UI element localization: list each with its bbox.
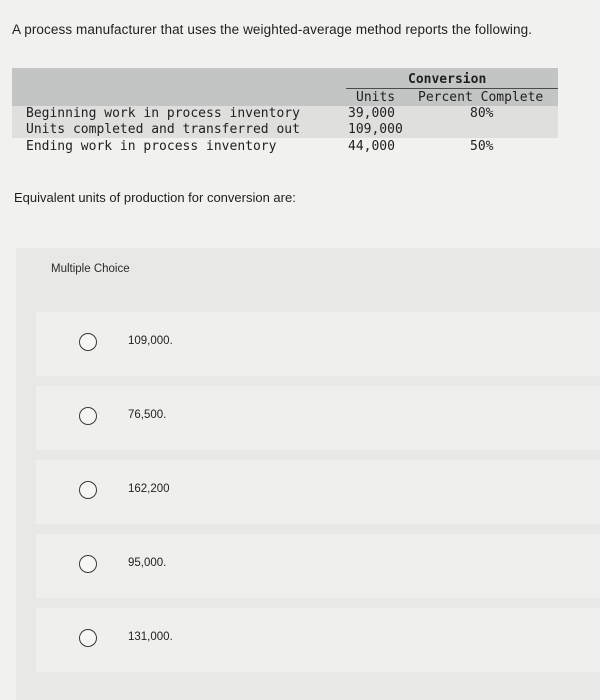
header-divider (346, 88, 558, 89)
header-units: Units (356, 90, 396, 105)
choice-label: 131,000. (128, 631, 173, 643)
radio-button[interactable] (79, 407, 97, 425)
choice-label: 76,500. (128, 409, 167, 421)
choice-option[interactable] (36, 386, 600, 450)
header-percent-complete: Percent Complete (418, 90, 544, 105)
radio-button[interactable] (79, 555, 97, 573)
multiple-choice-panel (16, 248, 600, 700)
question-prompt: Equivalent units of production for conversion are: (14, 190, 296, 205)
choice-label: 162,200 (128, 483, 170, 495)
radio-button[interactable] (79, 629, 97, 647)
choice-label: 109,000. (128, 335, 173, 347)
choice-option[interactable] (36, 608, 600, 672)
row-units: 44,000 (348, 139, 395, 154)
row-units: 39,000 (348, 106, 395, 121)
choice-option[interactable] (36, 534, 600, 598)
header-conversion: Conversion (408, 72, 487, 87)
choice-label: 95,000. (128, 557, 167, 569)
choice-option[interactable] (36, 312, 600, 376)
choice-option[interactable] (36, 460, 600, 524)
multiple-choice-title: Multiple Choice (51, 263, 130, 275)
row-label: Beginning work in process inventory (26, 106, 300, 121)
row-label: Ending work in process inventory (26, 139, 277, 154)
row-percent: 80% (470, 106, 494, 121)
row-percent: 50% (470, 139, 494, 154)
row-units: 109,000 (348, 122, 403, 137)
row-label: Units completed and transferred out (26, 122, 300, 137)
radio-button[interactable] (79, 333, 97, 351)
question-text: A process manufacturer that uses the weighted-average method reports the following. (12, 22, 533, 37)
radio-button[interactable] (79, 481, 97, 499)
